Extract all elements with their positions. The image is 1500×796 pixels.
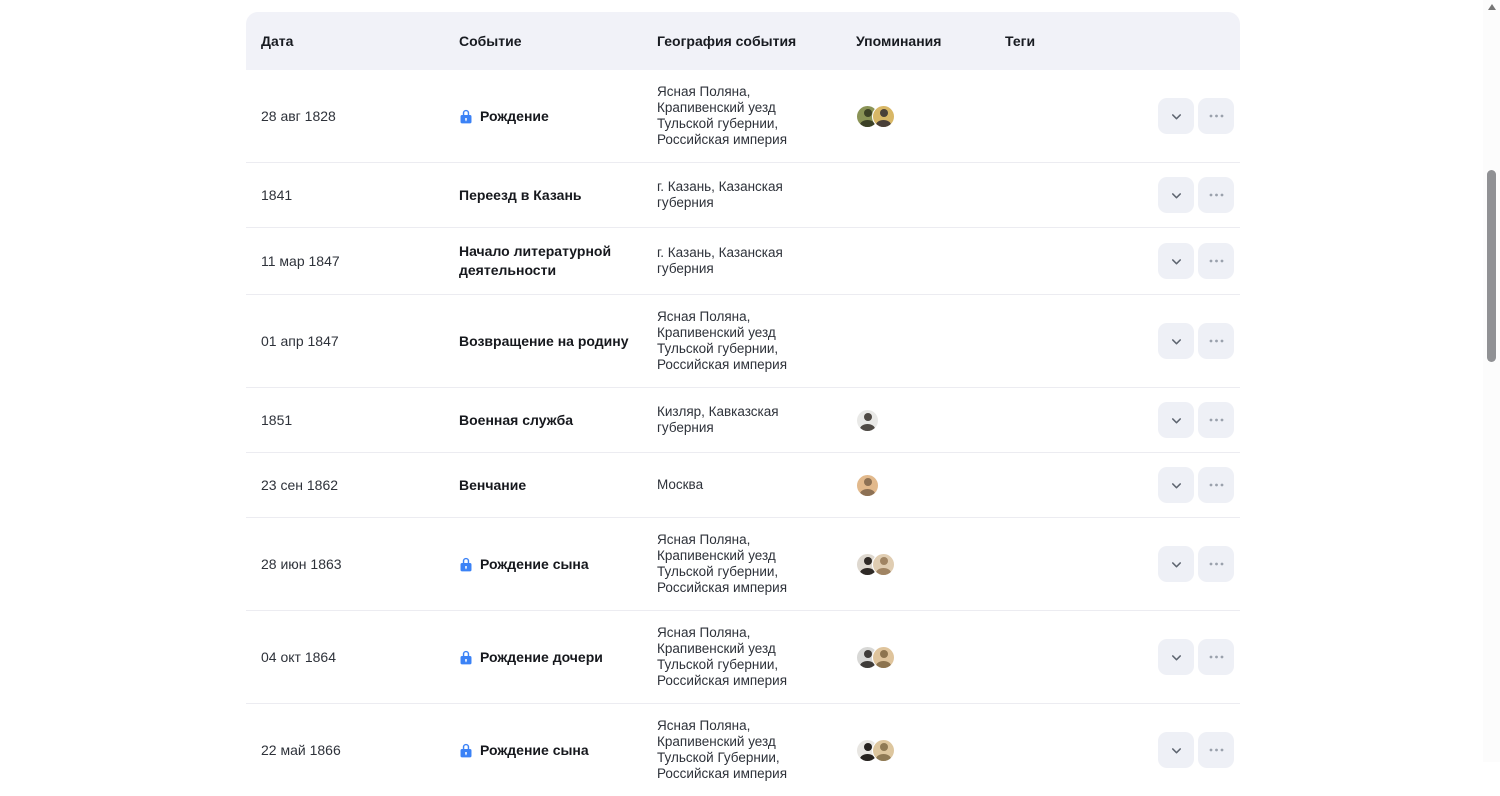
chevron-down-icon — [1169, 557, 1184, 572]
row-more-button[interactable] — [1198, 402, 1234, 438]
event-mentions — [856, 646, 1005, 669]
event-geography — [657, 532, 856, 596]
event-geography-text: Кизляр, Кавказская губерния — [657, 404, 779, 435]
table-header — [246, 12, 1240, 70]
event-mentions — [856, 409, 1005, 432]
table-row[interactable] — [246, 163, 1240, 228]
event-geography — [657, 718, 856, 782]
event-cell — [459, 741, 657, 760]
row-more-button[interactable] — [1198, 243, 1234, 279]
event-geography-text: Ясная Поляна, Крапивенский уезд Тульской губернии, Российская империя — [657, 84, 788, 147]
lock-icon — [459, 109, 473, 124]
event-geography — [657, 477, 856, 493]
ellipsis-icon — [1209, 418, 1224, 422]
table-row[interactable] — [246, 453, 1240, 518]
table-body — [246, 70, 1240, 796]
row-actions — [1156, 323, 1240, 359]
expand-row-button[interactable] — [1158, 402, 1194, 438]
event-cell — [459, 186, 657, 205]
expand-row-button[interactable] — [1158, 98, 1194, 134]
ellipsis-icon — [1209, 114, 1224, 118]
event-cell — [459, 648, 657, 667]
event-title: Начало литературной деятельности — [459, 243, 612, 278]
expand-row-button[interactable] — [1158, 467, 1194, 503]
row-more-button[interactable] — [1198, 177, 1234, 213]
expand-row-button[interactable] — [1158, 177, 1194, 213]
ellipsis-icon — [1209, 562, 1224, 566]
event-geography-text: г. Казань, Казанская губерния — [657, 245, 783, 276]
expand-row-button[interactable] — [1158, 639, 1194, 675]
scroll-up-arrow-icon[interactable] — [1488, 4, 1496, 10]
table-row[interactable] — [246, 228, 1240, 295]
event-date: 04 окт 1864 — [261, 648, 336, 665]
ellipsis-icon — [1209, 748, 1224, 752]
expand-row-button[interactable] — [1158, 546, 1194, 582]
events-table-card — [246, 12, 1240, 796]
table-row[interactable] — [246, 70, 1240, 163]
event-date: 28 авг 1828 — [261, 107, 336, 124]
event-title: Рождение дочери — [480, 648, 603, 665]
lock-icon — [459, 557, 473, 572]
event-cell — [459, 242, 657, 280]
chevron-down-icon — [1169, 109, 1184, 124]
table-row[interactable] — [246, 704, 1240, 796]
event-mentions — [856, 739, 1005, 762]
event-geography — [657, 179, 856, 211]
row-actions — [1156, 467, 1240, 503]
event-cell — [459, 107, 657, 126]
scrollbar[interactable] — [1483, 0, 1500, 762]
event-date: 28 июн 1863 — [261, 555, 342, 572]
event-mentions — [856, 553, 1005, 576]
event-cell — [459, 555, 657, 574]
lock-icon — [459, 743, 473, 758]
mention-avatar[interactable] — [856, 409, 879, 432]
event-title: Переезд в Казань — [459, 186, 582, 203]
row-more-button[interactable] — [1198, 546, 1234, 582]
mention-avatars — [856, 646, 1005, 669]
event-date: 1851 — [261, 411, 293, 428]
ellipsis-icon — [1209, 655, 1224, 659]
mention-avatars — [856, 105, 1005, 128]
event-date: 22 май 1866 — [261, 741, 341, 758]
chevron-down-icon — [1169, 478, 1184, 493]
event-geography — [657, 625, 856, 689]
chevron-down-icon — [1169, 254, 1184, 269]
event-date: 01 апр 1847 — [261, 332, 339, 349]
mention-avatar[interactable] — [872, 553, 895, 576]
chevron-down-icon — [1169, 413, 1184, 428]
event-geography-text: Москва — [657, 477, 704, 492]
event-geography-text: Ясная Поляна, Крапивенский уезд Тульской губернии, Российская империя — [657, 309, 788, 372]
mention-avatars — [856, 474, 1005, 497]
event-geography — [657, 245, 856, 277]
expand-row-button[interactable] — [1158, 243, 1194, 279]
column-header-event: Событие — [459, 33, 522, 49]
row-actions — [1156, 546, 1240, 582]
mention-avatars — [856, 553, 1005, 576]
event-title: Рождение сына — [480, 741, 589, 758]
event-title: Возвращение на родину — [459, 332, 629, 349]
mention-avatar[interactable] — [856, 474, 879, 497]
event-geography-text: Ясная Поляна, Крапивенский уезд Тульской губернии, Российская империя — [657, 625, 788, 688]
event-geography — [657, 309, 856, 373]
event-title: Рождение сына — [480, 555, 589, 572]
event-mentions — [856, 474, 1005, 497]
mention-avatar[interactable] — [872, 105, 895, 128]
ellipsis-icon — [1209, 483, 1224, 487]
event-geography — [657, 404, 856, 436]
event-date: 23 сен 1862 — [261, 476, 339, 493]
row-more-button[interactable] — [1198, 639, 1234, 675]
event-title: Венчание — [459, 476, 527, 493]
row-more-button[interactable] — [1198, 323, 1234, 359]
chevron-down-icon — [1169, 650, 1184, 665]
table-row[interactable] — [246, 388, 1240, 453]
table-row[interactable] — [246, 611, 1240, 704]
event-title: Рождение — [480, 107, 549, 124]
mention-avatars — [856, 739, 1005, 762]
event-title: Военная служба — [459, 411, 574, 428]
event-mentions — [856, 105, 1005, 128]
row-more-button[interactable] — [1198, 467, 1234, 503]
row-more-button[interactable] — [1198, 98, 1234, 134]
chevron-down-icon — [1169, 743, 1184, 758]
row-actions — [1156, 639, 1240, 675]
column-header-date: Дата — [261, 33, 294, 49]
lock-icon — [459, 650, 473, 665]
chevron-down-icon — [1169, 188, 1184, 203]
row-actions — [1156, 98, 1240, 134]
event-geography-text: Ясная Поляна, Крапивенский уезд Тульской губернии, Российская империя — [657, 532, 788, 595]
event-date: 1841 — [261, 186, 293, 203]
event-geography-text: г. Казань, Казанская губерния — [657, 179, 783, 210]
row-more-button[interactable] — [1198, 732, 1234, 768]
mention-avatars — [856, 409, 1005, 432]
event-cell — [459, 476, 657, 495]
row-actions — [1156, 177, 1240, 213]
ellipsis-icon — [1209, 193, 1224, 197]
column-header-mentions: Упоминания — [856, 33, 942, 49]
row-actions — [1156, 402, 1240, 438]
event-geography — [657, 84, 856, 148]
scrollbar-thumb[interactable] — [1487, 170, 1496, 362]
ellipsis-icon — [1209, 339, 1224, 343]
event-cell — [459, 332, 657, 351]
expand-row-button[interactable] — [1158, 732, 1194, 768]
row-actions — [1156, 732, 1240, 768]
event-date: 11 мар 1847 — [261, 252, 340, 269]
event-geography-text: Ясная Поляна, Крапивенский уезд Тульской Губернии, Российская империя — [657, 718, 788, 781]
ellipsis-icon — [1209, 259, 1224, 263]
mention-avatar[interactable] — [872, 739, 895, 762]
row-actions — [1156, 243, 1240, 279]
column-header-tags: Теги — [1005, 33, 1036, 49]
chevron-down-icon — [1169, 334, 1184, 349]
column-header-geography: География события — [657, 33, 797, 49]
expand-row-button[interactable] — [1158, 323, 1194, 359]
table-row[interactable] — [246, 295, 1240, 388]
table-row[interactable] — [246, 518, 1240, 611]
event-cell — [459, 411, 657, 430]
mention-avatar[interactable] — [872, 646, 895, 669]
